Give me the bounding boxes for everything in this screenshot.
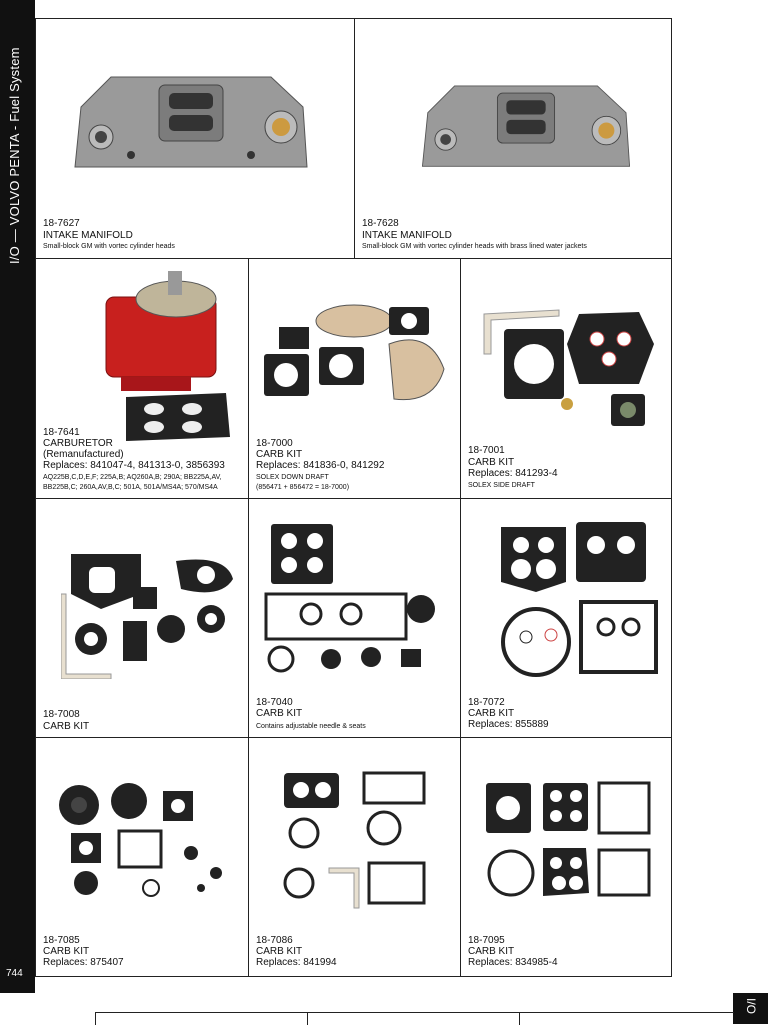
product-name: CARB KIT xyxy=(256,449,303,460)
product-note: SOLEX SIDE DRAFT xyxy=(468,482,535,489)
next-table-edge xyxy=(95,1012,734,1025)
product-note: Small-block GM with vortec cylinder heads with brass lined water jackets xyxy=(362,243,587,250)
product-replaces: Replaces: 875407 xyxy=(43,957,124,968)
carb-kit-image xyxy=(481,517,661,687)
product-code: 18-7641 xyxy=(43,427,80,438)
product-replaces: Replaces: 841293-4 xyxy=(468,468,558,479)
product-name: INTAKE MANIFOLD xyxy=(362,230,452,241)
page-number: 744 xyxy=(6,968,23,979)
product-replaces: Replaces: 855889 xyxy=(468,719,549,730)
product-name: INTAKE MANIFOLD xyxy=(43,230,133,241)
product-note: Contains adjustable needle & seats xyxy=(256,723,366,730)
product-name-2: (Remanufactured) xyxy=(43,449,124,460)
product-code: 18-7627 xyxy=(43,218,80,229)
product-code: 18-7072 xyxy=(468,697,505,708)
product-name: CARB KIT xyxy=(256,946,303,957)
product-name: CARBURETOR xyxy=(43,438,113,449)
product-note: (856471 + 856472 = 18-7000) xyxy=(256,484,350,491)
product-replaces: Replaces: 834985-4 xyxy=(468,957,558,968)
product-name: CARB KIT xyxy=(468,946,515,957)
product-cell-18-7627 xyxy=(35,18,355,259)
product-cell-18-7085 xyxy=(35,737,249,977)
product-replaces: Replaces: 841994 xyxy=(256,957,337,968)
product-note: BB225B,C; 260A,AV,B,C; 501A, 501A/MS4A; 570/MS4A xyxy=(43,484,218,491)
product-code: 18-7040 xyxy=(256,697,293,708)
section-tab-label: I/O xyxy=(744,997,759,1015)
product-code: 18-7001 xyxy=(468,445,505,456)
product-cell-18-7095 xyxy=(460,737,672,977)
intake-manifold-image xyxy=(417,77,635,177)
product-name: CARB KIT xyxy=(468,708,515,719)
carb-kit-image xyxy=(479,304,659,434)
product-cell-18-7000 xyxy=(248,258,461,499)
product-code: 18-7000 xyxy=(256,438,293,449)
product-code: 18-7085 xyxy=(43,935,80,946)
carb-kit-image xyxy=(51,783,241,903)
product-code: 18-7095 xyxy=(468,935,505,946)
product-cell-18-7641 xyxy=(35,258,249,499)
product-code: 18-7008 xyxy=(43,709,80,720)
product-cell-18-7086 xyxy=(248,737,461,977)
section-title: I/O — VOLVO PENTA - Fuel System xyxy=(7,47,22,264)
product-name: CARB KIT xyxy=(468,457,515,468)
product-replaces: Replaces: 841047-4, 841313-0, 3856393 xyxy=(43,460,225,471)
product-note: SOLEX DOWN DRAFT xyxy=(256,474,329,481)
product-cell-18-7628 xyxy=(354,18,672,259)
carburetor-image xyxy=(96,267,236,447)
product-name: CARB KIT xyxy=(43,946,90,957)
product-cell-18-7072 xyxy=(460,498,672,738)
product-replaces: Replaces: 841836-0, 841292 xyxy=(256,460,385,471)
sidebar xyxy=(0,0,35,993)
product-cell-18-7040 xyxy=(248,498,461,738)
section-tab xyxy=(733,993,768,1024)
product-code: 18-7628 xyxy=(362,218,399,229)
carb-kit-image xyxy=(61,549,241,679)
product-code: 18-7086 xyxy=(256,935,293,946)
product-name: CARB KIT xyxy=(256,708,303,719)
intake-manifold-image xyxy=(71,67,311,179)
carb-kit-image xyxy=(269,768,439,918)
carb-kit-image xyxy=(259,299,454,409)
product-cell-18-7008 xyxy=(35,498,249,738)
product-cell-18-7001 xyxy=(460,258,672,499)
product-note: AQ225B,C,D,E,F; 225A,B; AQ260A,B; 290A; BB225A,AV, xyxy=(43,474,222,481)
product-name: CARB KIT xyxy=(43,721,90,732)
product-note: Small-block GM with vortec cylinder heads xyxy=(43,243,175,250)
carb-kit-image xyxy=(481,778,656,908)
carb-kit-image xyxy=(261,519,451,679)
